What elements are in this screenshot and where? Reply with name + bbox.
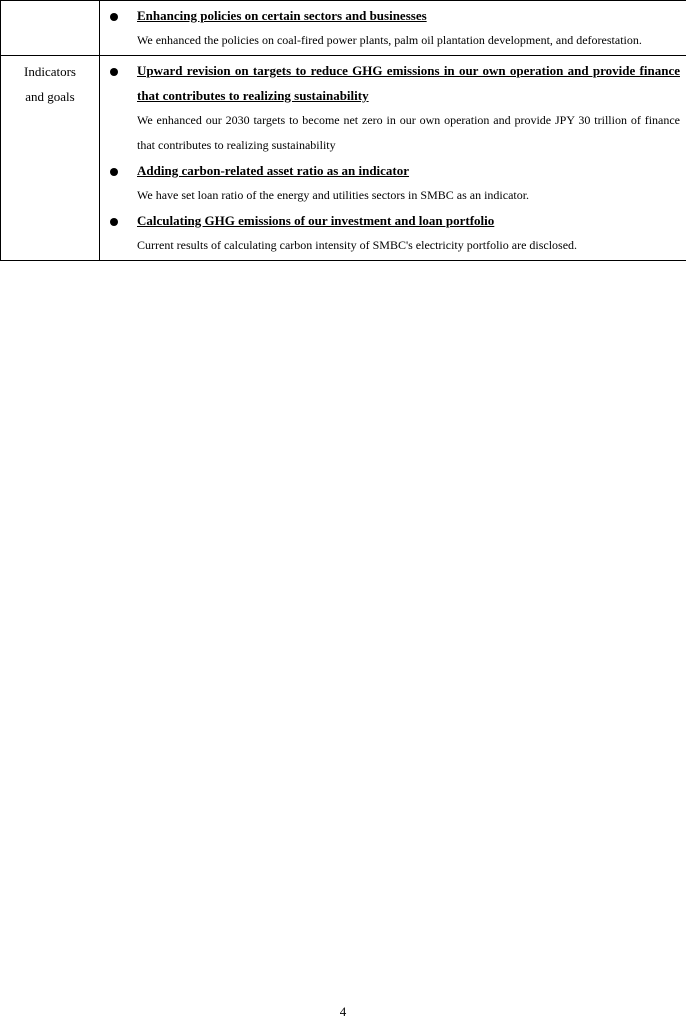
- row-content: [100, 56, 686, 261]
- item-body: We enhanced the policies on coal-fired power plants, palm oil plantation development, and deforestation.: [137, 28, 680, 53]
- row-label-line: and goals: [1, 84, 99, 109]
- item-body: We enhanced our 2030 targets to become net zero in our own operation and provide JPY 30 trillion of finance that contributes to realizing sustainability: [137, 108, 680, 158]
- list-item: [108, 208, 680, 258]
- table-row: [1, 1, 686, 56]
- item-body: We have set loan ratio of the energy and utilities sectors in SMBC as an indicator.: [137, 183, 680, 208]
- bullet-icon: [110, 218, 118, 226]
- list-item: [108, 58, 680, 158]
- item-body: Current results of calculating carbon intensity of SMBC's electricity portfolio are disclosed.: [137, 233, 680, 258]
- policy-table: [0, 0, 686, 261]
- item-heading: Enhancing policies on certain sectors and businesses: [137, 3, 680, 28]
- item-heading: Upward revision on targets to reduce GHG emissions in our own operation and provide finance that contributes to realizing sustainability: [137, 58, 680, 108]
- row-content: [100, 1, 686, 56]
- list-item: [108, 3, 680, 53]
- item-heading: Adding carbon-related asset ratio as an indicator: [137, 158, 680, 183]
- list-item: [108, 158, 680, 208]
- bullet-icon: [110, 68, 118, 76]
- table-row: [1, 56, 686, 261]
- bullet-icon: [110, 168, 118, 176]
- row-label-line: Indicators: [1, 59, 99, 84]
- page-number: 4: [0, 1004, 686, 1020]
- row-label: [1, 56, 100, 261]
- row-label-empty: [1, 1, 100, 56]
- item-heading: Calculating GHG emissions of our investment and loan portfolio: [137, 208, 680, 233]
- bullet-icon: [110, 13, 118, 21]
